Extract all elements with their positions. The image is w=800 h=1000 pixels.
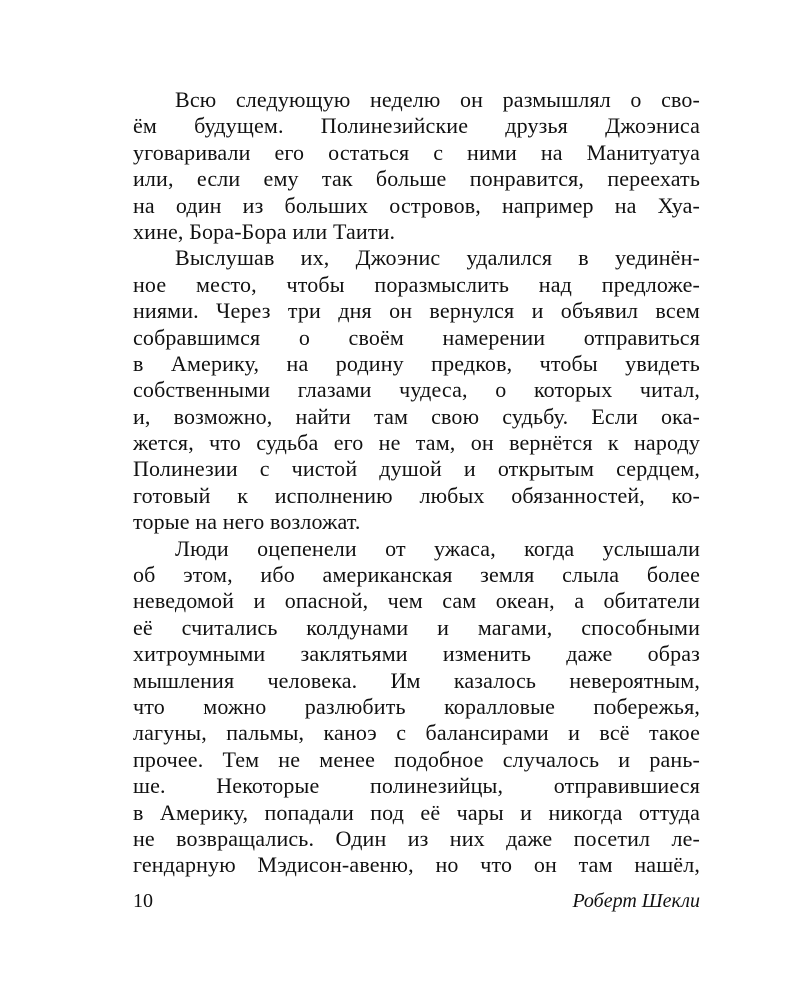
text-line: ниями. Через три дня он вернулся и объявил всем [133,298,700,324]
running-title: Роберт Шекли [572,890,700,912]
text-line: торые на него возложат. [133,509,361,535]
paragraph [133,536,700,879]
text-line: Полинезии с чистой душой и открытым сердцем, [133,456,700,482]
text-line: мышления человека. Им казалось невероятным, [133,667,700,693]
text-line: неведомой и опасной, чем сам океан, а обитатели [133,588,700,614]
text-line: Всю следующую неделю он размышлял о сво- [175,87,700,112]
text-line: ше. Некоторые полинезийцы, отправившиеся [133,773,700,799]
text-line: ём будущем. Полинезийские друзья Джоэниса [133,113,700,139]
text-line: собравшимся о своём намерении отправиться [133,324,700,350]
text-line: или, если ему так больше понравится, переехать [133,166,700,192]
text-line: хитроумными заклятьями изменить даже образ [133,641,700,667]
text-line: не возвращались. Один из них даже посетил ле- [133,825,700,851]
text-line: что можно разлюбить коралловые побережья, [133,693,700,719]
text-line: об этом, ибо американская земля слыла более [133,562,700,588]
text-line: её считались колдунами и магами, способными [133,614,700,640]
text-line: собственными глазами чудеса, о которых читал, [133,377,700,403]
text-line: жется, что судьба его не там, он вернётся к народу [133,430,700,456]
text-line: хине, Бора-Бора или Таити. [133,218,396,244]
page-number: 10 [133,890,153,912]
page-body [133,87,700,879]
page-footer [133,886,700,916]
text-line: лагуны, пальмы, каноэ с балансирами и всё такое [133,720,700,746]
text-line: уговаривали его остаться с ними на Манитуатуа [133,139,700,165]
text-line: прочее. Тем не менее подобное случалось и рань- [133,746,700,772]
text-line: Выслушав их, Джоэнис удалился в уединён- [175,245,700,271]
text-line: готовый к исполнению любых обязанностей, ко- [133,482,700,508]
text-line: в Америку, на родину предков, чтобы увидеть [133,350,700,376]
text-line: в Америку, попадали под её чары и никогда оттуда [133,799,700,825]
text-line: ное место, чтобы поразмыслить над предложе- [133,271,700,297]
text-line: на один из больших островов, например на Хуа- [133,192,700,218]
paragraph [133,87,700,245]
paragraph [133,245,700,535]
text-line: гендарную Мэдисон-авеню, но что он там нашёл, [133,852,700,878]
text-line: Люди оцепенели от ужаса, когда услышали [175,535,700,561]
text-line: и, возможно, найти там свою судьбу. Если ока- [133,403,700,429]
